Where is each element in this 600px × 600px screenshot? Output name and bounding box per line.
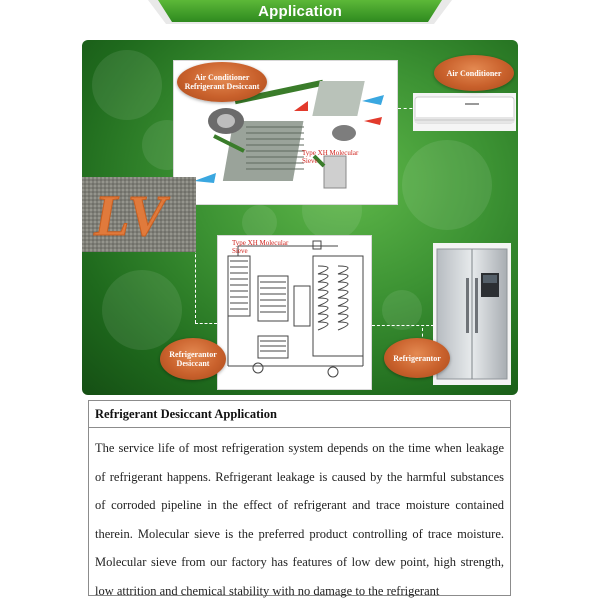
fridge-diagram-label: Type XH Molecular Sieve	[232, 239, 289, 255]
label-air-conditioner: Air Conditioner	[434, 55, 514, 91]
info-body: The service life of most refrigeration system depends on the time when leakage of refrigerant happens. Refrigerant leakage is caused by the harmful substances of corroded pipeline in the effect of refrigerant and trace moisture contained therein. Molecular sieve is the preferred product controlling of trace moisture. Molecular sieve from our factory has features of low dew point, high strength, low attrition and chemical stability with no damage to the refrigerant	[95, 441, 504, 598]
info-box	[88, 400, 511, 596]
ac-diagram-label: Type XH Molecular Sieve	[302, 149, 359, 165]
label-refrigerator: Refrigerantor	[384, 338, 450, 378]
info-title: Refrigerant Desiccant Application	[89, 401, 510, 428]
header-title: Application	[258, 3, 342, 20]
header-tab	[148, 0, 452, 24]
lv-logo-text: LV	[94, 183, 166, 248]
refrigerator-system-diagram	[217, 235, 372, 390]
lv-logo	[82, 177, 196, 252]
application-panel	[82, 40, 518, 395]
label-ac-desiccant: Air Conditioner Refrigerant Desiccant	[177, 62, 267, 102]
label-refrigerator-desiccant: Refrigerantor Desiccant	[160, 338, 226, 380]
air-conditioner-image	[413, 93, 516, 131]
